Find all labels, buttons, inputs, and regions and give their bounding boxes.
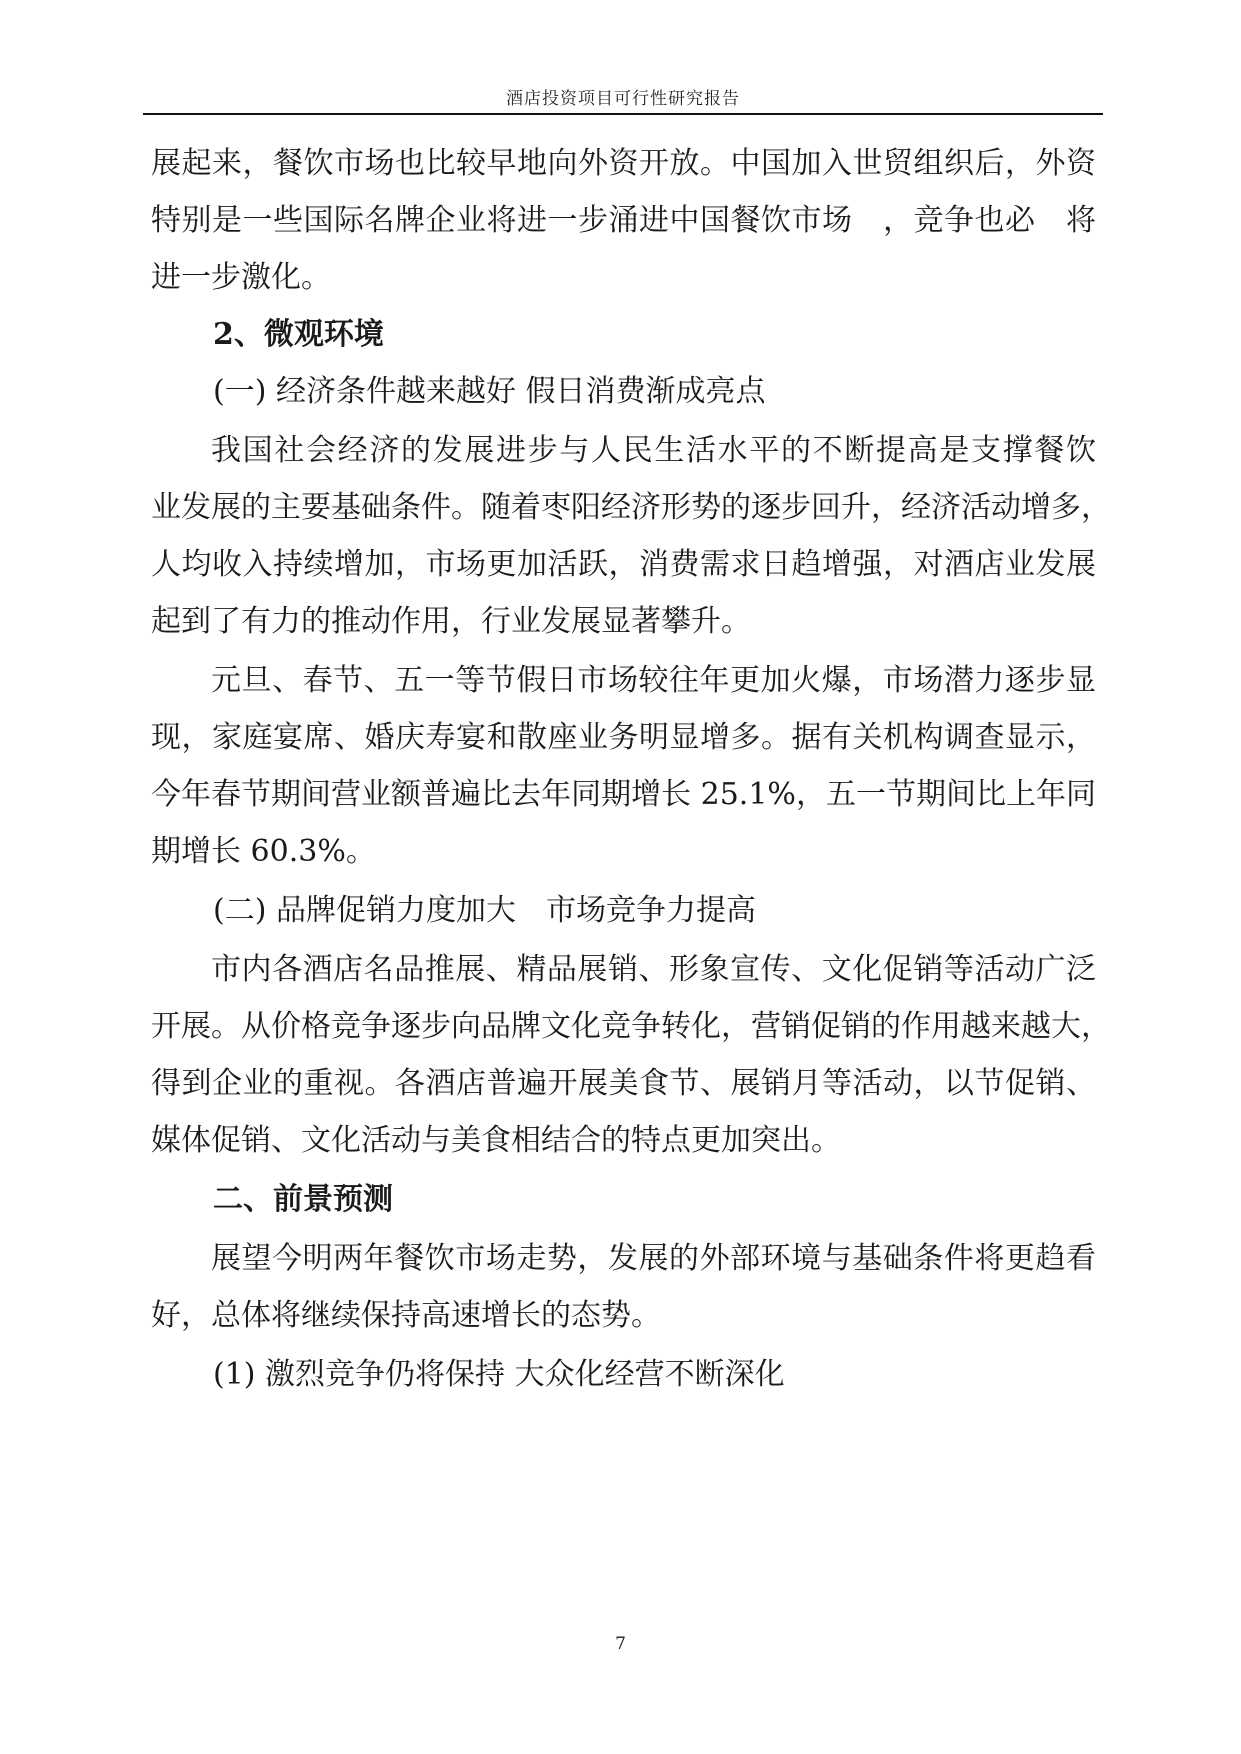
paragraph-line: 元旦、春节、五一等节假日市场较往年更加火爆，市场潜力逐步显 [211, 663, 1096, 698]
paragraph-line: 业发展的主要基础条件。随着枣阳经济形势的逐步回升，经济活动增多， [151, 490, 1111, 525]
paragraph-line: 进一步激化。 [151, 260, 331, 295]
paragraph-line: 特别是一些国际名牌企业将进一步涌进中国餐饮市场 ，竞争也必 将 [151, 203, 1096, 238]
paragraph-line: 展望今明两年餐饮市场走势，发展的外部环境与基础条件将更趋看 [211, 1241, 1096, 1276]
paragraph-line: 期增长 60.3%。 [151, 834, 376, 869]
subsection-heading: (二) 品牌促销力度加大 市场竞争力提高 [213, 893, 756, 928]
subsection-heading: (一) 经济条件越来越好 假日消费渐成亮点 [213, 374, 766, 409]
section-heading: 2、微观环境 [213, 317, 384, 352]
subsection-heading: (1) 激烈竞争仍将保持 大众化经营不断深化 [213, 1357, 785, 1392]
paragraph-line: 人均收入持续增加，市场更加活跃，消费需求日趋增强，对酒店业发展 [151, 547, 1096, 582]
paragraph-line: 展起来，餐饮市场也比较早地向外资开放。中国加入世贸组织后，外资 [151, 146, 1096, 181]
running-header: 酒店投资项目可行性研究报告 [506, 89, 740, 109]
paragraph-line: 开展。从价格竞争逐步向品牌文化竞争转化，营销促销的作用越来越大， [151, 1009, 1111, 1044]
paragraph-line: 现，家庭宴席、婚庆寿宴和散座业务明显增多。据有关机构调查显示， [151, 720, 1096, 755]
paragraph-line: 今年春节期间营业额普遍比去年同期增长 25.1%，五一节期间比上年同 [151, 777, 1096, 812]
paragraph-line: 媒体促销、文化活动与美食相结合的特点更加突出。 [151, 1123, 841, 1158]
section-heading: 二、前景预测 [213, 1182, 393, 1217]
paragraph-line: 起到了有力的推动作用，行业发展显著攀升。 [151, 604, 751, 639]
header-rule [143, 113, 1103, 115]
paragraph-line: 得到企业的重视。各酒店普遍开展美食节、展销月等活动，以节促销、 [151, 1066, 1096, 1101]
page-number: 7 [615, 1634, 626, 1654]
paragraph-line: 我国社会经济的发展进步与人民生活水平的不断提高是支撑餐饮 [211, 433, 1096, 468]
paragraph-line: 好，总体将继续保持高速增长的态势。 [151, 1298, 661, 1333]
paragraph-line: 市内各酒店名品推展、精品展销、形象宣传、文化促销等活动广泛 [211, 952, 1096, 987]
